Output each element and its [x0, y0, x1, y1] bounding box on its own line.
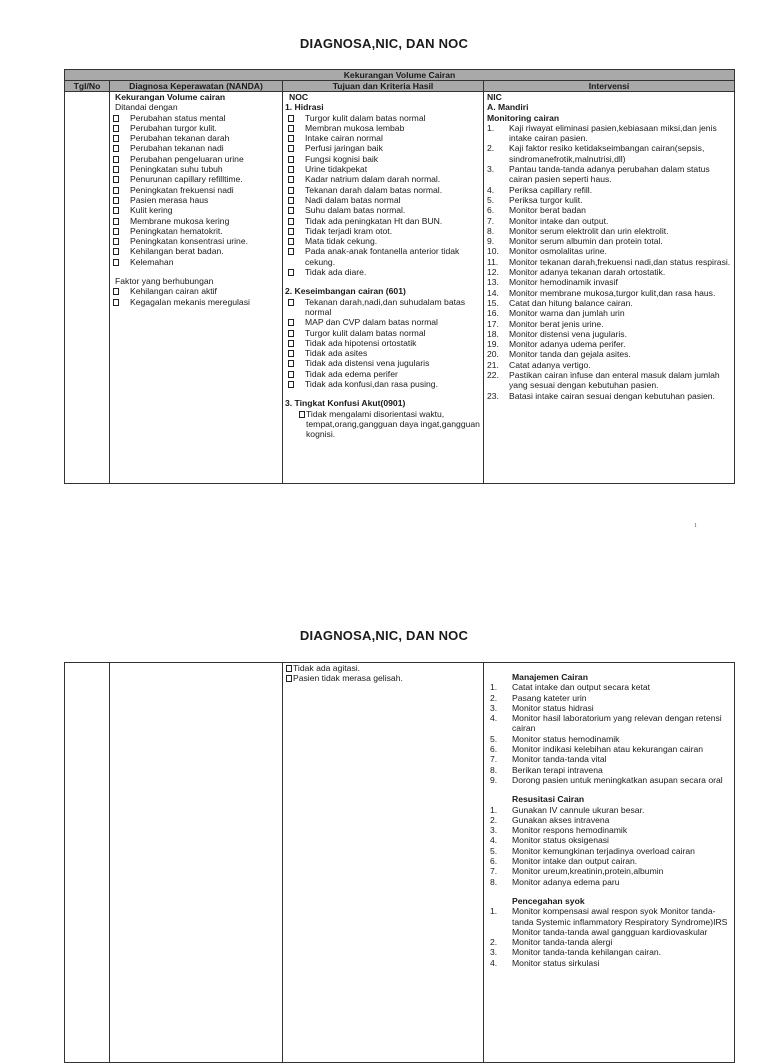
sign-item: Peningkatan suhu tubuh — [110, 164, 279, 174]
item-text: Pantau tanda-tanda adanya perubahan dalam status cairan pasien seperti haus. — [509, 164, 710, 185]
item-number: 15. — [487, 297, 499, 308]
item-number: 3. — [487, 164, 495, 175]
nic-item — [484, 288, 731, 298]
nic-item — [484, 164, 731, 185]
item-number: 18. — [487, 328, 499, 339]
sign-item: Membrane mukosa kering — [110, 216, 279, 226]
nic-cell-2 — [484, 663, 735, 1063]
nic-item — [487, 765, 731, 775]
item-number: 4. — [490, 835, 498, 846]
item-text: Monitor hemodinamik invasif — [509, 277, 618, 288]
nic-item — [487, 856, 731, 866]
item-text: Catat intake dan output secara ketat — [512, 682, 651, 693]
noc-sections — [285, 102, 480, 439]
item-text: Monitor kompensasi awal respon syok Monitor tanda-tanda Systemic inflammatory Respiratory Syndrome)IRS Monitor tanda-tanda awal gangguan kardiovaskular — [512, 906, 728, 937]
sign-item: Perubahan tekanan nadi — [110, 143, 279, 153]
sign-item: Perubahan status mental — [110, 113, 279, 123]
item-number: 1. — [490, 682, 498, 693]
nic-item — [484, 185, 731, 195]
noc-criteria-list — [285, 297, 480, 390]
item-text: Monitor adanya edema paru — [512, 876, 620, 887]
nic-list — [484, 123, 731, 401]
item-number: 2. — [487, 143, 495, 154]
sign-item: Kehilangan berat badan. — [110, 246, 279, 256]
item-number: 22. — [487, 370, 499, 381]
tgl-cell — [65, 92, 110, 484]
nic-group-list — [487, 682, 731, 785]
nic-item — [484, 298, 731, 308]
nic-item — [487, 744, 731, 754]
item-number: 7. — [487, 215, 495, 226]
noc-criteria-item: Turgor kulit dalam batas normal — [285, 328, 480, 338]
item-text: Monitor intake dan output. — [509, 215, 609, 226]
noc-criteria-item: Pada anak-anak fontanella anterior tidak cekung. — [285, 246, 480, 267]
noc-cell — [283, 92, 484, 484]
nic-item — [487, 825, 731, 835]
noc-heading: NOC — [289, 92, 309, 102]
noc-criteria-item: Tidak ada peningkatan Ht dan BUN. — [285, 216, 480, 226]
nanda-cell-2 — [110, 663, 283, 1063]
nic-group-list — [487, 805, 731, 887]
nic-item — [487, 947, 731, 957]
item-text: Monitor status oksigenasi — [512, 835, 609, 846]
noc-criteria-item: Pasien tidak merasa gelisah. — [286, 673, 480, 683]
nic-item — [484, 246, 731, 256]
item-text: Monitor tanda-tanda kehilangan cairan. — [512, 947, 662, 958]
sign-item: Perubahan turgor kulit. — [110, 123, 279, 133]
item-number: 8. — [487, 225, 495, 236]
item-number: 1. — [487, 122, 495, 133]
nic-item — [487, 775, 731, 785]
nic-item — [487, 703, 731, 713]
item-number: 4. — [490, 957, 498, 968]
nic-group-title: Resusitasi Cairan — [512, 794, 585, 805]
noc-continued-list — [286, 663, 480, 684]
nic-item — [487, 805, 731, 815]
item-number: 12. — [487, 267, 499, 278]
noc-section-title: 1. Hidrasi — [285, 102, 324, 113]
noc-criteria-item: Urine tidakpekat — [285, 164, 480, 174]
noc-criteria-list — [285, 113, 480, 278]
item-text: Monitor serum albumin dan protein total. — [509, 236, 663, 247]
item-text: Monitor membrane mukosa,turgor kulit,dan rasa haus. — [509, 287, 716, 298]
noc-criteria-item: Tidak ada distensi vena jugularis — [285, 358, 480, 368]
nic-item — [484, 308, 731, 318]
nic-item — [487, 877, 731, 887]
item-text: Monitor status hemodinamik — [512, 733, 620, 744]
noc-criteria-item: Intake cairan normal — [285, 133, 480, 143]
item-text: Gunakan IV cannule ukuran besar. — [512, 804, 645, 815]
item-number: 8. — [490, 764, 498, 775]
noc-criteria-item: Tekanan darah dalam batas normal. — [285, 185, 480, 195]
noc-criteria-item: Tidak terjadi kram otot. — [285, 226, 480, 236]
nic-group-title: Pencegahan syok — [512, 895, 585, 906]
nic-item — [484, 123, 731, 144]
noc-section-title: 2. Keseimbangan cairan (601) — [285, 286, 406, 297]
nic-item — [484, 370, 731, 391]
faktor-list — [110, 286, 279, 307]
table-caption: Kekurangan Volume Cairan — [65, 70, 735, 81]
faktor-label: Faktor yang berhubungan — [115, 276, 214, 287]
item-number: 3. — [490, 825, 498, 836]
nic-item — [484, 226, 731, 236]
nic-continued-groups — [487, 672, 731, 968]
item-number: 14. — [487, 287, 499, 298]
item-text: Monitor tanda-tanda alergi — [512, 937, 613, 948]
col-header-tgl: Tgl/No — [65, 81, 110, 92]
item-number: 1. — [490, 906, 498, 917]
nic-item — [487, 815, 731, 825]
item-number: 3. — [490, 947, 498, 958]
item-number: 5. — [487, 194, 495, 205]
item-number: 9. — [490, 774, 498, 785]
nic-group-list — [487, 906, 731, 968]
care-plan-table — [64, 69, 735, 484]
nic-item — [487, 734, 731, 744]
item-text: Dorong pasien untuk meningkatkan asupan secara oral — [512, 774, 723, 785]
item-text: Monitor respons hemodinamik — [512, 825, 628, 836]
item-number: 1. — [490, 804, 498, 815]
item-text: Catat dan hitung balance cairan. — [509, 297, 633, 308]
item-number: 6. — [490, 744, 498, 755]
item-number: 13. — [487, 277, 499, 288]
item-text: Berikan terapi intravena — [512, 764, 603, 775]
item-text: Monitor adanya tekanan darah ortostatik. — [509, 267, 666, 278]
item-text: Monitor status sirkulasi — [512, 957, 600, 968]
item-number: 10. — [487, 246, 499, 257]
nic-subheading: A. Mandiri — [487, 102, 529, 113]
care-plan-table-continued — [64, 662, 735, 1063]
item-text: Monitor adanya udema perifer. — [509, 339, 626, 350]
nic-cell — [484, 92, 735, 484]
page-title-2: DIAGNOSA,NIC, DAN NOC — [299, 628, 469, 643]
nic-item — [484, 360, 731, 370]
sign-item: Kulit kering — [110, 205, 279, 215]
factor-item: Kehilangan cairan aktif — [110, 286, 279, 296]
item-text: Monitor osmolalitas urine. — [509, 246, 607, 257]
noc-criteria-item: Tidak ada edema perifer — [285, 369, 480, 379]
noc-criteria-item: Tidak ada konfusi,dan rasa pusing. — [285, 379, 480, 389]
item-text: Monitor tanda dan gejala asites. — [509, 349, 631, 360]
nic-item — [484, 236, 731, 246]
sign-item: Peningkatan hematokrit. — [110, 226, 279, 236]
sign-item: Penurunan capillary refilltime. — [110, 174, 279, 184]
item-text: Kaji faktor resiko ketidakseimbangan cairan(sepsis, sindromanefrotik,malnutrisi,dll) — [509, 143, 705, 164]
nic-item — [487, 713, 731, 734]
factor-item: Kegagalan mekanis meregulasi — [110, 297, 279, 307]
nic-item — [487, 682, 731, 692]
nic-item — [487, 835, 731, 845]
item-text: Monitor indikasi kelebihan atau kekurangan cairan — [512, 744, 704, 755]
item-text: Periksa turgor kulit. — [509, 194, 583, 205]
nic-item — [484, 277, 731, 287]
ditandai-list — [110, 113, 279, 267]
item-text: Periksa capillary refill. — [509, 184, 593, 195]
sign-item: Peningkatan frekuensi nadi — [110, 185, 279, 195]
item-number: 4. — [487, 184, 495, 195]
sign-item: Pasien merasa haus — [110, 195, 279, 205]
item-text: Gunakan akses intravena — [512, 814, 610, 825]
nic-group-title: Manajemen Cairan — [512, 672, 588, 682]
nic-item — [484, 257, 731, 267]
noc-criteria-item: Kadar natrium dalam darah normal. — [285, 174, 480, 184]
nic-item — [487, 693, 731, 703]
sign-item: Perubahan pengeluaran urine — [110, 154, 279, 164]
nic-item — [484, 339, 731, 349]
noc-criteria-item: Fungsi kognisi baik — [285, 154, 480, 164]
item-text: Pastikan cairan infuse dan enteral masuk dalam jumlah yang sesuai dengan kebutuhan pasien. — [509, 370, 720, 391]
noc-criteria-item: Tidak ada hipotensi ortostatik — [285, 338, 480, 348]
noc-criteria-item: Tidak mengalami disorientasi waktu, tempat,orang,gangguan daya ingat,gangguan kognisi. — [299, 409, 480, 440]
nanda-heading: Kekurangan Volume cairan — [115, 92, 226, 102]
nic-item — [487, 958, 731, 968]
item-text: Monitor berat badan — [509, 205, 586, 216]
noc-criteria-item: Perfusi jaringan baik — [285, 143, 480, 153]
nic-group-title: Monitoring cairan — [487, 112, 560, 123]
noc-criteria-item: MAP dan CVP dalam batas normal — [285, 317, 480, 327]
item-text: Monitor serum elektrolit dan urin elektrolit. — [509, 225, 669, 236]
sign-item: Kelemahan — [110, 257, 279, 267]
item-text: Monitor hasil laboratorium yang relevan dengan retensi cairan — [512, 713, 722, 734]
nic-item — [487, 754, 731, 764]
nic-item — [484, 391, 731, 401]
col-header-intervensi: Intervensi — [484, 81, 735, 92]
item-number: 16. — [487, 308, 499, 319]
nic-item — [484, 205, 731, 215]
item-number: 2. — [490, 937, 498, 948]
nic-item — [484, 329, 731, 339]
noc-criteria-item: Tidak ada diare. — [285, 267, 480, 277]
item-text: Monitor kemungkinan terjadinya overload cairan — [512, 845, 695, 856]
item-number: 7. — [490, 754, 498, 765]
item-number: 7. — [490, 866, 498, 877]
nanda-cell — [110, 92, 283, 484]
noc-section-title: 3. Tingkat Konfusi Akut(0901) — [285, 398, 406, 409]
item-text: Monitor berat jenis urine. — [509, 318, 604, 329]
noc-cell-2 — [283, 663, 484, 1063]
item-number: 6. — [487, 205, 495, 216]
item-text: Monitor distensi vena jugularis. — [509, 328, 627, 339]
sign-item: Peningkatan konsentrasi urine. — [110, 236, 279, 246]
noc-criteria-item: Tekanan darah,nadi,dan suhudalam batas normal — [285, 297, 480, 318]
item-number: 6. — [490, 856, 498, 867]
item-text: Monitor ureum,kreatinin,protein,albumin — [512, 866, 664, 877]
ditandai-label: Ditandai dengan — [115, 102, 178, 113]
noc-criteria-item: Tidak ada agitasi. — [286, 663, 480, 673]
item-number: 19. — [487, 339, 499, 350]
item-text: Monitor intake dan output cairan. — [512, 856, 638, 867]
item-text: Monitor tekanan darah,frekuensi nadi,dan status respirasi. — [509, 256, 731, 267]
nic-item — [487, 937, 731, 947]
noc-criteria-item: Membran mukosa lembab — [285, 123, 480, 133]
nic-item — [484, 143, 731, 164]
col-header-nanda: Diagnosa Keperawatan (NANDA) — [110, 81, 283, 92]
item-text: Monitor warna dan jumlah urin — [509, 308, 625, 319]
item-number: 9. — [487, 236, 495, 247]
nic-item — [484, 319, 731, 329]
item-number: 2. — [490, 814, 498, 825]
item-number: 5. — [490, 845, 498, 856]
item-number: 21. — [487, 359, 499, 370]
col-header-noc: Tujuan dan Kriteria Hasil — [283, 81, 484, 92]
noc-criteria-item: Nadi dalam batas normal — [285, 195, 480, 205]
item-number: 2. — [490, 692, 498, 703]
item-number: 4. — [490, 713, 498, 724]
nic-item — [487, 846, 731, 856]
noc-criteria-item: Turgor kulit dalam batas normal — [285, 113, 480, 123]
noc-criteria-item: Mata tidak cekung. — [285, 236, 480, 246]
item-text: Monitor tanda-tanda vital — [512, 754, 607, 765]
nic-item — [484, 216, 731, 226]
item-text: Catat adanya vertigo. — [509, 359, 591, 370]
item-text: Pasang kateter urin — [512, 692, 587, 703]
nic-item — [484, 195, 731, 205]
nic-heading: NIC — [487, 92, 502, 102]
item-number: 3. — [490, 702, 498, 713]
item-number: 23. — [487, 390, 499, 401]
noc-criteria-list — [285, 409, 480, 440]
item-text: Batasi intake cairan sesuai dengan kebutuhan pasien. — [509, 390, 715, 401]
noc-criteria-item: Tidak ada asites — [285, 348, 480, 358]
item-number: 20. — [487, 349, 499, 360]
item-number: 11. — [487, 256, 499, 267]
tgl-cell-2 — [65, 663, 110, 1063]
noc-criteria-item: Suhu dalam batas normal. — [285, 205, 480, 215]
nic-item — [484, 349, 731, 359]
item-number: 8. — [490, 876, 498, 887]
nic-item — [487, 906, 731, 937]
sign-item: Perubahan tekanan darah — [110, 133, 279, 143]
item-number: 5. — [490, 733, 498, 744]
item-text: Monitor status hidrasi — [512, 702, 594, 713]
item-text: Kaji riwayat eliminasi pasien,kebiasaan miksi,dan jenis intake cairan pasien. — [509, 122, 717, 144]
item-number: 17. — [487, 318, 499, 329]
page-title: DIAGNOSA,NIC, DAN NOC — [299, 36, 469, 51]
nic-item — [487, 866, 731, 876]
page-number: 1 — [694, 523, 697, 529]
nic-item — [484, 267, 731, 277]
